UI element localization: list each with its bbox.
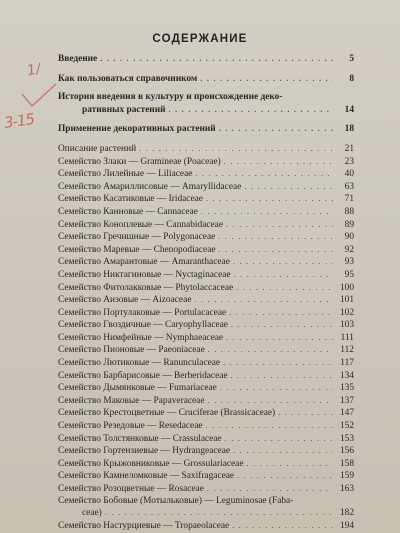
toc-entry-title: История введения в культуру и происхождение деко-	[58, 92, 283, 103]
page-number: 63	[344, 181, 354, 192]
toc-entry	[58, 307, 354, 320]
toc-entry-title: Семейство Злаки — Gramineae (Poaceae)	[58, 156, 221, 167]
pencil-mark: 1/	[25, 60, 43, 80]
toc-entry	[58, 370, 354, 383]
dot-leader	[232, 520, 333, 532]
page-number: 21	[344, 143, 354, 154]
dot-leader	[223, 357, 333, 369]
page-number: 153	[339, 433, 354, 444]
toc-entry	[58, 294, 354, 307]
pencil-tick-icon	[20, 80, 60, 110]
page-number: 182	[339, 508, 354, 519]
toc-entry-title: Семейство Фитолакковые — Phytolaccaceae	[58, 282, 234, 293]
toc-entry-title: Семейство Маковые — Papaveraceae	[58, 395, 205, 406]
toc-entry	[58, 470, 354, 483]
toc-entry-title: Семейство Нимфейные — Nymphaeaceae	[58, 332, 224, 343]
page-number: 14	[344, 104, 354, 115]
page-number: 8	[349, 73, 354, 84]
toc-entry	[58, 407, 354, 420]
toc-entry	[58, 156, 354, 169]
toc-entry-title: Семейство Толстянковые — Crassulaceae	[58, 433, 222, 444]
page-number: 135	[339, 383, 354, 394]
toc-entry-title: Семейство Розоцветные — Rosaceae	[58, 484, 204, 494]
toc-entry-title-continued: ративных растений	[82, 104, 166, 115]
page-number: 103	[339, 320, 354, 331]
toc-entry	[58, 382, 354, 395]
toc-entry	[58, 53, 354, 66]
toc-entry	[58, 395, 354, 408]
table-of-contents	[58, 53, 354, 532]
dot-leader	[139, 143, 333, 155]
toc-entry-title: Семейство Настурциевые — Tropaeolaceae	[58, 520, 230, 531]
dot-leader	[233, 445, 333, 457]
toc-entry-title: Семейство Портулаковые — Portulacaceae	[58, 307, 227, 318]
toc-entry-title: Семейство Крыжовниковые — Grossulariaceae	[58, 458, 244, 469]
page-number: 163	[339, 484, 354, 494]
toc-entry-title: Семейство Камнеломковые — Saxifragaceae	[58, 471, 235, 482]
page-number: 137	[339, 395, 354, 406]
toc-entry	[58, 420, 354, 433]
toc-entry-title: Семейство Аизовые — Aizoaceae	[58, 295, 192, 306]
toc-entry-title: Семейство Гречишные — Polygonaceae	[58, 232, 216, 243]
dot-leader	[231, 319, 333, 331]
toc-entry	[58, 357, 354, 370]
dot-leader	[219, 244, 333, 256]
toc-entry-title: Семейство Лютиковые — Ranunculaceae	[58, 358, 221, 369]
dot-leader	[236, 282, 333, 294]
toc-entry	[58, 206, 354, 219]
page-number: 147	[339, 408, 354, 419]
dot-leader	[237, 470, 333, 482]
toc-entry	[58, 73, 354, 86]
page-number: 117	[340, 358, 354, 369]
dot-leader	[226, 332, 333, 344]
toc-entry-title: Семейство Канновые — Cannaceae	[58, 206, 198, 217]
dot-leader	[200, 73, 333, 85]
pencil-note: 3-15	[2, 109, 36, 133]
page-number: 5	[349, 54, 354, 64]
toc-entry	[58, 319, 354, 332]
toc-entry-title: Семейство Крестоцветные — Cruciferae (Brassicaceae)	[58, 408, 276, 419]
toc-entry-title: Семейство Пионовые — Paeoniaceae	[58, 345, 205, 356]
toc-entry-title: Описание растений	[58, 143, 137, 154]
dot-leader	[169, 104, 333, 116]
toc-entry	[58, 168, 354, 181]
toc-entry	[58, 256, 354, 269]
dot-leader	[225, 433, 333, 445]
toc-entry-title: Семейство Маревые — Chenopodiaceae	[58, 244, 216, 255]
toc-entry	[58, 244, 354, 257]
page-number: 102	[339, 307, 354, 318]
toc-entry	[58, 483, 354, 496]
dot-leader	[247, 458, 334, 470]
page-number: 134	[339, 370, 354, 381]
page-number: 101	[339, 295, 354, 306]
toc-entry	[58, 231, 354, 244]
page-number: 95	[344, 269, 354, 280]
toc-entry-title: Семейство Дымянковые — Fumariaceae	[58, 383, 217, 394]
toc-entry	[58, 332, 354, 345]
page-number: 93	[344, 257, 354, 268]
dot-leader	[224, 156, 333, 168]
toc-entry-title: Семейство Касатиковые — Iridaceae	[58, 194, 203, 205]
page-number: 40	[344, 169, 354, 180]
dot-leader	[105, 507, 333, 519]
toc-entry-title: Семейство Гортензиевые — Hydrangeaceae	[58, 446, 231, 457]
toc-entry	[58, 344, 354, 357]
dot-leader	[244, 181, 333, 193]
page-number: 159	[339, 471, 354, 482]
toc-entry-title: Введение	[58, 54, 98, 64]
page-number: 88	[344, 206, 354, 217]
toc-entry	[58, 193, 354, 206]
toc-entry-title-continued: ceae)	[82, 508, 102, 519]
page-number: 100	[339, 282, 354, 293]
toc-entry	[58, 496, 354, 520]
toc-entry	[58, 181, 354, 194]
dot-leader	[220, 382, 333, 394]
toc-entry-title: Как пользоваться справочником	[58, 73, 198, 84]
toc-entry-title: Семейство Никтагиновые — Nyctaginaceae	[58, 269, 231, 280]
dot-leader	[206, 193, 333, 205]
dot-leader	[208, 344, 333, 356]
dot-leader	[218, 231, 333, 243]
dot-leader	[234, 269, 333, 281]
toc-entry-title: Семейство Бобовые (Мотыльковые) — Leguminosae (Faba-	[58, 495, 294, 506]
page-number: 92	[344, 244, 354, 255]
page-number: 112	[340, 345, 354, 356]
toc-entry	[58, 269, 354, 282]
dot-leader	[226, 219, 333, 231]
page-number: 158	[339, 458, 354, 469]
page-number: 194	[339, 520, 354, 531]
page-number: 111	[340, 332, 354, 343]
toc-entry-title: Семейство Гвоздичные — Caryophyllaceae	[58, 320, 228, 331]
dot-leader	[278, 407, 333, 419]
toc-entry-title: Семейство Барбарисовые — Berberidaceae	[58, 370, 228, 381]
toc-entry-title: Семейство Резедовые — Resedaceae	[58, 421, 203, 432]
page-number: 89	[344, 219, 354, 230]
page-title: СОДЕРЖАНИЕ	[152, 33, 248, 45]
toc-entry	[58, 520, 354, 533]
toc-entry-title: Семейство Коноплевые — Cannabidaceae	[58, 219, 224, 230]
toc-entry	[58, 433, 354, 446]
page-number: 156	[339, 446, 354, 457]
toc-entry	[58, 458, 354, 471]
toc-entry	[58, 143, 354, 156]
dot-leader	[207, 483, 333, 495]
dot-leader	[206, 420, 333, 432]
dot-leader	[233, 256, 333, 268]
dot-leader	[231, 370, 333, 382]
toc-entry-title: Семейство Амарантовые — Amaranthaceae	[58, 257, 230, 268]
page-number: 90	[344, 232, 354, 243]
dot-leader	[100, 53, 333, 65]
page-number: 18	[344, 124, 354, 135]
page-number: 23	[344, 156, 354, 167]
dot-leader	[195, 168, 333, 180]
dot-leader	[201, 206, 333, 218]
toc-entry	[58, 123, 354, 136]
toc-entry	[58, 92, 354, 116]
dot-leader	[194, 294, 333, 306]
dot-leader	[208, 395, 333, 407]
toc-entry	[58, 445, 354, 458]
toc-entry-title: Семейство Лилейные — Liliaceae	[58, 169, 193, 180]
dot-leader	[229, 307, 333, 319]
page-number: 152	[339, 421, 354, 432]
toc-entry-title: Применение декоративных растений	[58, 124, 216, 135]
toc-entry-title: Семейство Амариллисовые — Amaryllidaceae	[58, 181, 242, 192]
dot-leader	[219, 123, 333, 135]
toc-entry	[58, 219, 354, 232]
page-number: 71	[344, 194, 354, 205]
toc-entry	[58, 282, 354, 295]
